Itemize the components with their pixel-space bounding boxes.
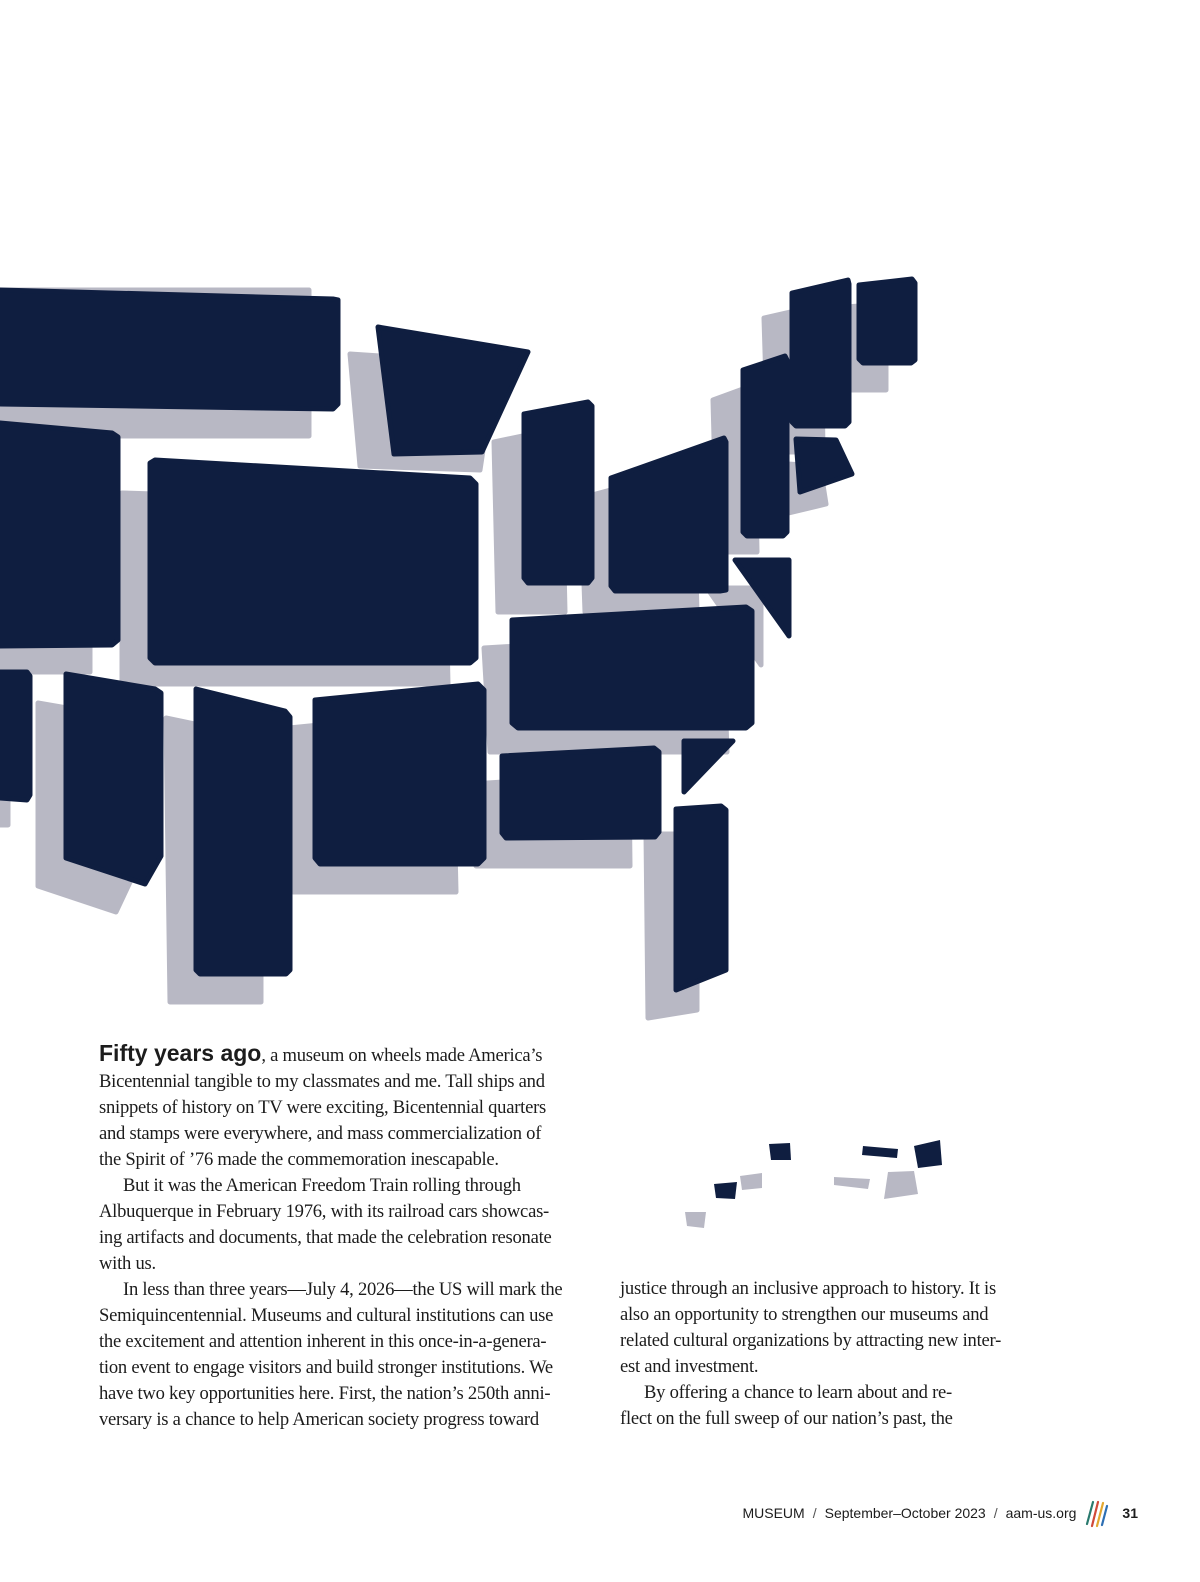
- issue-date: September–October 2023: [824, 1505, 986, 1521]
- island-shadow-shape: [834, 1177, 870, 1189]
- state-shape: [796, 439, 852, 492]
- island-shape: [769, 1143, 791, 1160]
- state-shape: [0, 672, 30, 800]
- island-shadow-shape: [685, 1212, 706, 1228]
- state-shape: [196, 689, 290, 974]
- paragraph-line: Bicentennial tangible to my classmates and me. Tall ships and: [99, 1071, 545, 1092]
- state-shape: [0, 423, 118, 646]
- page-number: 31: [1122, 1505, 1138, 1521]
- state-shape: [743, 356, 787, 536]
- paragraph-line: justice through an inclusive approach to history. It is: [620, 1278, 996, 1299]
- article-column-left: [99, 1040, 562, 1433]
- aam-logo-icon: [1084, 1498, 1110, 1528]
- island-shadow-shape: [884, 1171, 918, 1199]
- paragraph-line: and stamps were everywhere, and mass commercialization of: [99, 1123, 542, 1144]
- state-shape: [150, 460, 476, 663]
- paragraph-line: the excitement and attention inherent in this once-in-a-genera-: [99, 1331, 547, 1352]
- state-shape: [66, 674, 161, 884]
- page-footer: [742, 1498, 1138, 1528]
- article-column-right: [620, 1276, 1001, 1432]
- publication-name: MUSEUM: [742, 1505, 805, 1521]
- paragraph-line: But it was the American Freedom Train rolling through: [123, 1175, 521, 1196]
- paragraph-line: snippets of history on TV were exciting, Bicentennial quarters: [99, 1097, 547, 1118]
- paragraph-line: flect on the full sweep of our nation’s past, the: [620, 1408, 953, 1429]
- footer-separator: /: [812, 1505, 817, 1521]
- state-shadow-shape: [0, 800, 8, 825]
- island-shape: [914, 1140, 942, 1168]
- paragraph-line: tion event to engage visitors and build stronger institutions. We: [99, 1357, 553, 1378]
- state-shape: [611, 438, 726, 591]
- state-shape: [859, 279, 915, 363]
- paragraph-line: Fifty years ago, a museum on wheels made America’s: [99, 1040, 543, 1066]
- paragraph-line: est and investment.: [620, 1356, 759, 1377]
- state-shape: [792, 280, 849, 426]
- state-shape: [512, 607, 752, 728]
- paragraph-line: also an opportunity to strengthen our museums and: [620, 1304, 989, 1325]
- paragraph-line: have two key opportunities here. First, the nation’s 250th anni-: [99, 1383, 551, 1404]
- island-shadow-shape: [740, 1173, 762, 1190]
- paragraph-line: versary is a chance to help American society progress toward: [99, 1409, 539, 1430]
- island-shape: [862, 1146, 898, 1158]
- paragraph-line: In less than three years—July 4, 2026—the US will mark the: [123, 1279, 563, 1300]
- paragraph-line: related cultural organizations by attracting new inter-: [620, 1330, 1002, 1351]
- footer-separator: /: [993, 1505, 998, 1521]
- island-shadow-layer: [685, 1171, 918, 1228]
- state-shape: [676, 806, 726, 990]
- paragraph-line: By offering a chance to learn about and re-: [644, 1382, 952, 1403]
- island-shape-layer: [714, 1140, 942, 1199]
- island-shape: [714, 1182, 737, 1199]
- state-shape: [0, 290, 338, 409]
- paragraph-line: ing artifacts and documents, that made the celebration resonate: [99, 1227, 552, 1248]
- state-shape: [684, 741, 733, 792]
- state-shape: [378, 327, 528, 454]
- paragraph-line: Semiquincentennial. Museums and cultural institutions can use: [99, 1305, 554, 1326]
- state-shape: [502, 748, 659, 838]
- paragraph-line: with us.: [99, 1253, 156, 1274]
- paragraph-line: the Spirit of ’76 made the commemoration inescapable.: [99, 1149, 499, 1170]
- website-link[interactable]: aam-us.org: [1005, 1505, 1077, 1521]
- lead-in: Fifty years ago: [99, 1040, 262, 1066]
- state-shape: [524, 402, 592, 583]
- state-shape: [315, 684, 484, 864]
- paragraph-line: Albuquerque in February 1976, with its railroad cars showcas-: [99, 1201, 549, 1222]
